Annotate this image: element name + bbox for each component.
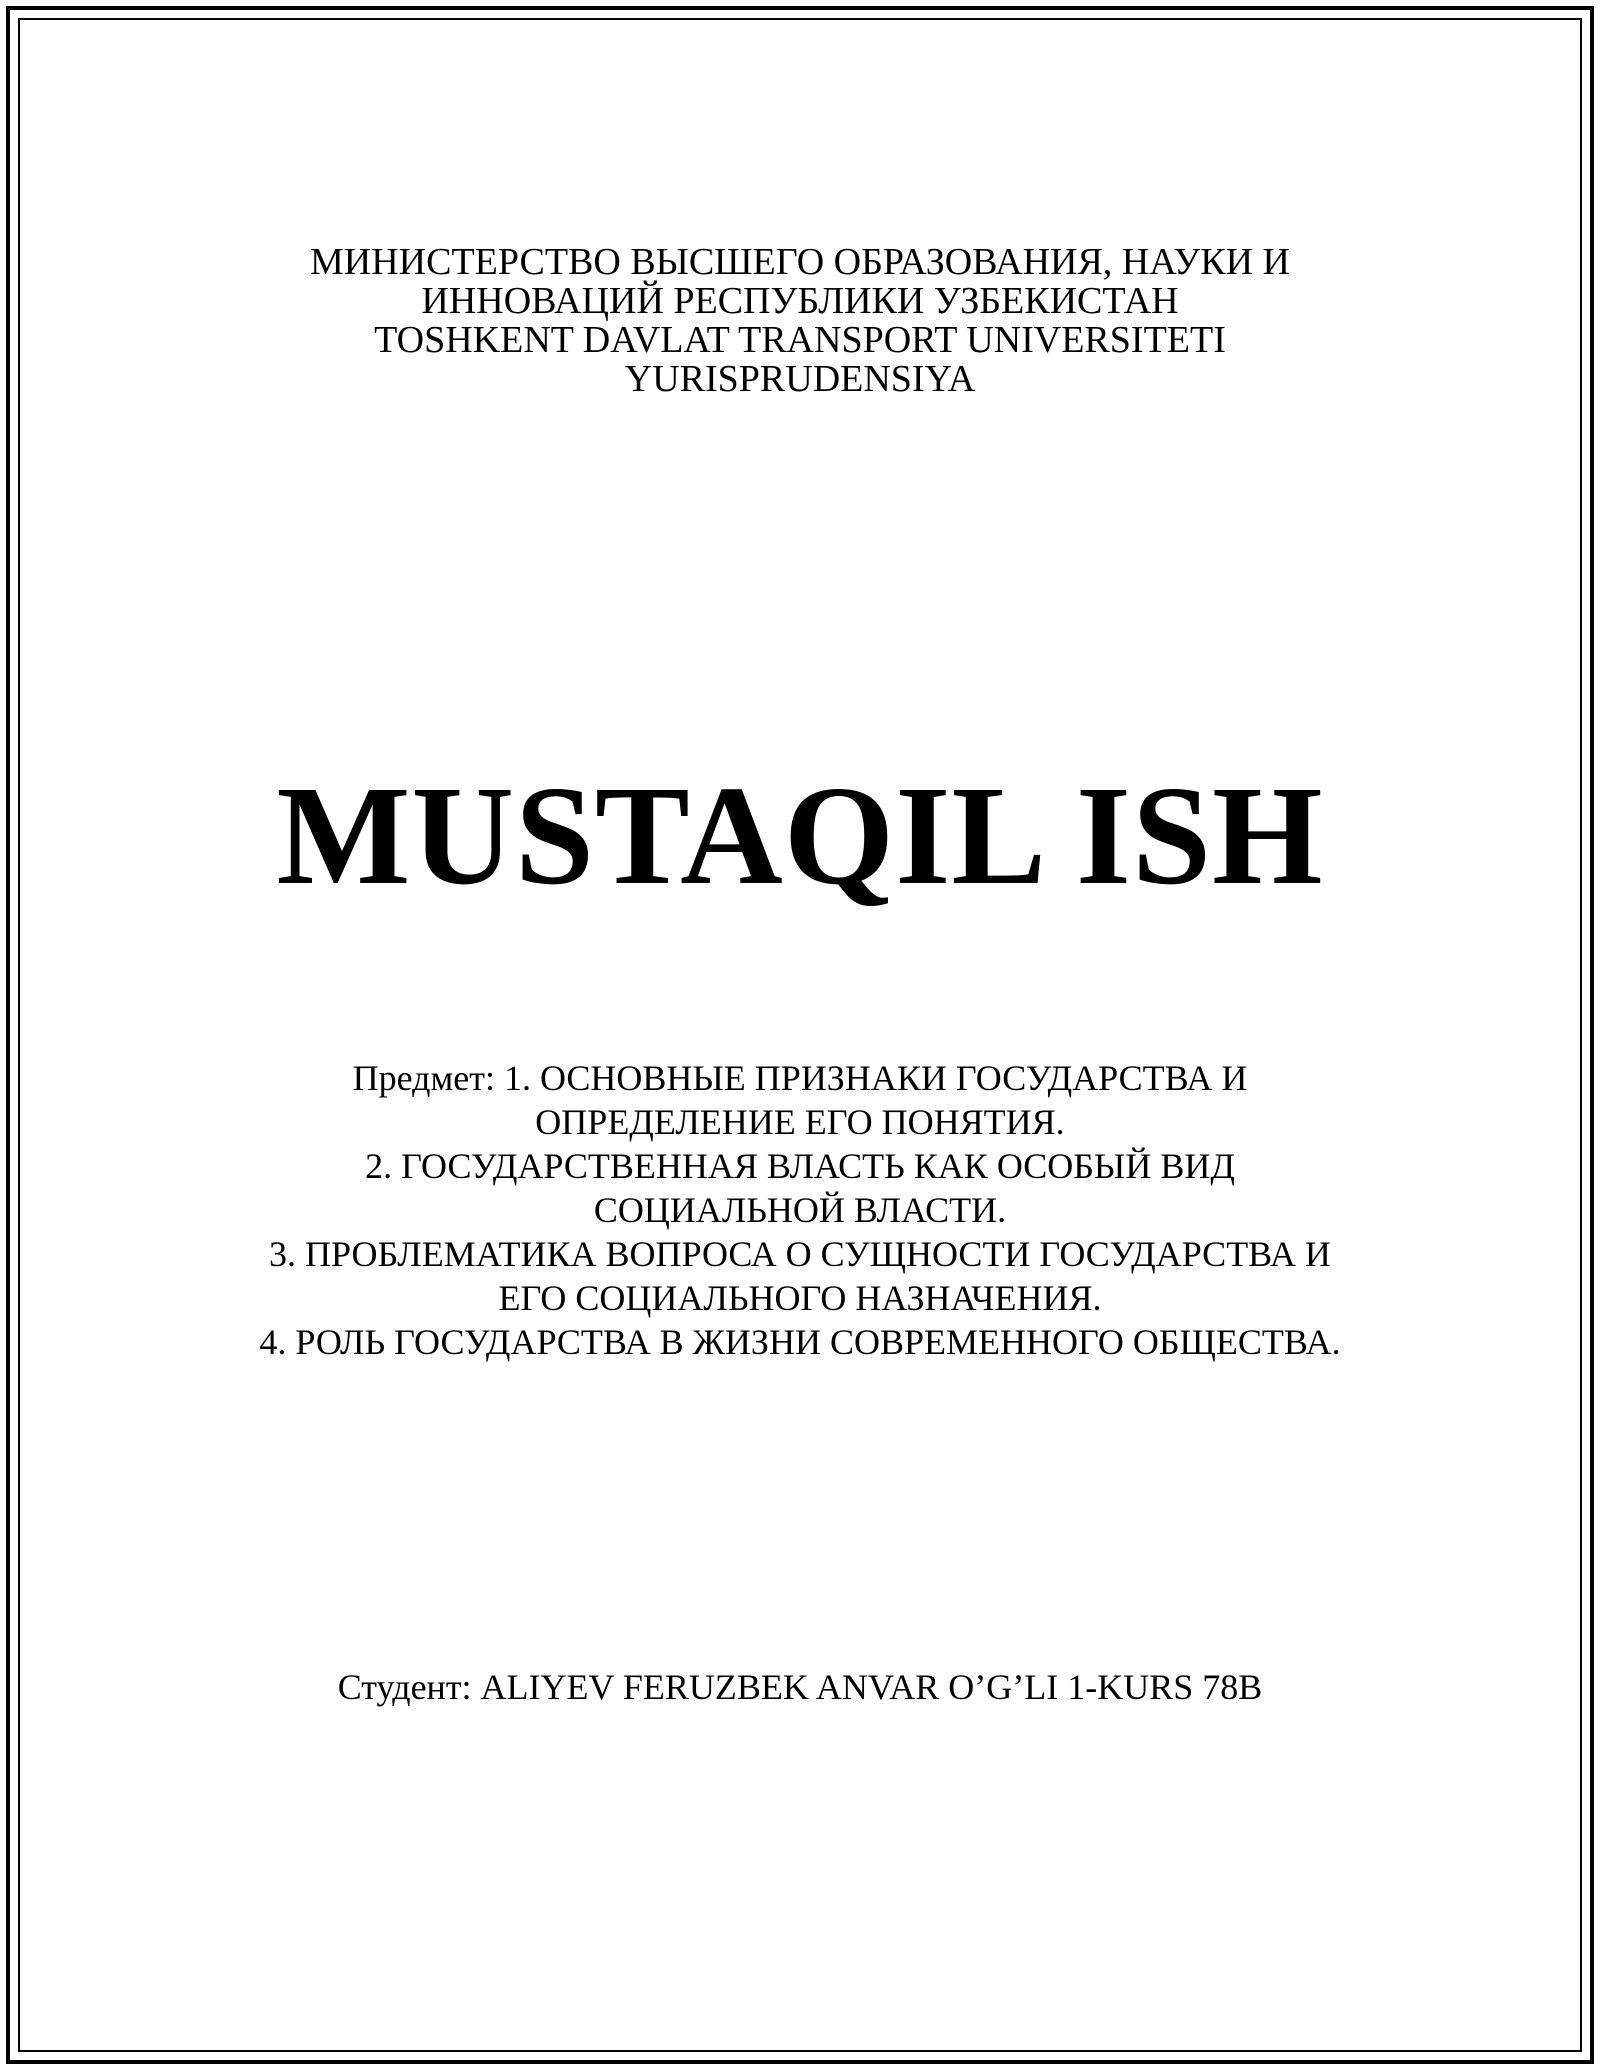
header-line-university: TOSHKENT DAVLAT TRANSPORT UNIVERSITETI bbox=[374, 319, 1226, 361]
subject-line-1: Предмет: 1. ОСНОВНЫЕ ПРИЗНАКИ ГОСУДАРСТВА И bbox=[352, 1058, 1248, 1098]
document-title-text: MUSTAQIL ISH bbox=[276, 756, 1324, 914]
header-line-ministry-1: МИНИСТЕРСТВО ВЫСШЕГО ОБРАЗОВАНИЯ, НАУКИ И bbox=[310, 241, 1290, 283]
institution-header bbox=[0, 243, 1600, 399]
subject-block bbox=[0, 1056, 1600, 1364]
subject-line-7: 4. РОЛЬ ГОСУДАРСТВА В ЖИЗНИ СОВРЕМЕННОГО ОБЩЕСТВА. bbox=[259, 1322, 1341, 1362]
subject-line-3: 2. ГОСУДАРСТВЕННАЯ ВЛАСТЬ КАК ОСОБЫЙ ВИД bbox=[365, 1146, 1235, 1186]
header-line-faculty: YURISPRUDENSIYA bbox=[624, 358, 976, 400]
student-line: Студент: ALIYEV FERUZBEK ANVAR O’G’LI 1-KURS 78B bbox=[337, 1667, 1263, 1707]
subject-line-4: СОЦИАЛЬНОЙ ВЛАСТИ. bbox=[593, 1190, 1007, 1230]
subject-line-6: ЕГО СОЦИАЛЬНОГО НАЗНАЧЕНИЯ. bbox=[498, 1278, 1102, 1318]
document-title bbox=[0, 756, 1600, 914]
subject-line-2: ОПРЕДЕЛЕНИЕ ЕГО ПОНЯТИЯ. bbox=[535, 1102, 1065, 1142]
student-info bbox=[0, 1665, 1600, 1709]
header-line-ministry-2: ИННОВАЦИЙ РЕСПУБЛИКИ УЗБЕКИСТАН bbox=[421, 280, 1179, 322]
subject-line-5: 3. ПРОБЛЕМАТИКА ВОПРОСА О СУЩНОСТИ ГОСУДАРСТВА И bbox=[269, 1234, 1331, 1274]
